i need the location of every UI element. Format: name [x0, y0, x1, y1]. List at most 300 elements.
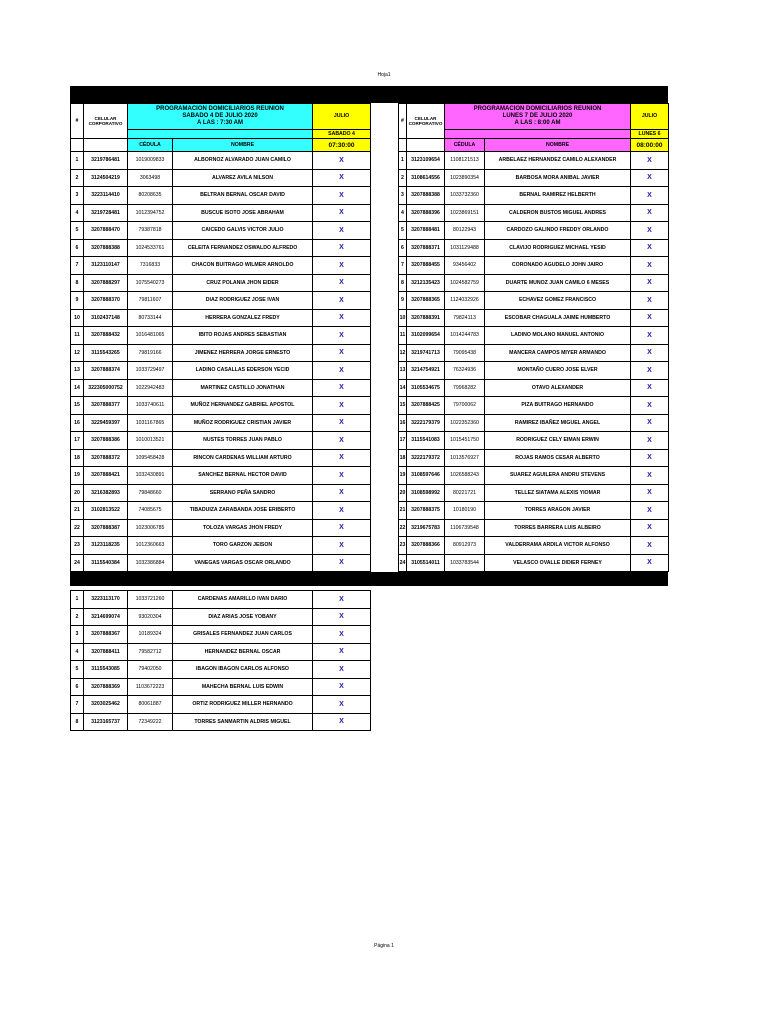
row-id: 10180190: [445, 502, 485, 520]
right-col-phone-header: CELULAR CORPORATIVO: [407, 104, 445, 139]
table-row: [71, 713, 371, 731]
row-name: TORRES BARRERA LUIS ALBEIRO: [485, 519, 631, 537]
table-row: [71, 626, 371, 644]
row-number: 18: [399, 449, 407, 467]
row-id: 1033721260: [128, 591, 173, 609]
row-phone: 3219728481: [84, 204, 128, 222]
row-phone: 3115543265: [84, 344, 128, 362]
row-id: 1031129488: [445, 239, 485, 257]
row-number: 19: [399, 467, 407, 485]
table-row: [71, 204, 371, 222]
row-mark: X: [631, 414, 669, 432]
row-name: CHACON BUITRAGO WILMER ARNOLDO: [173, 257, 313, 275]
row-number: 12: [399, 344, 407, 362]
row-id: 1012394752: [128, 204, 173, 222]
row-name: ALBORNOZ ALVARADO JUAN CAMILO: [173, 152, 313, 170]
row-name: ALVAREZ AVILA NILSON: [173, 169, 313, 187]
right-col-name-header: NOMBRE: [485, 139, 631, 152]
row-id: 1108121513: [445, 152, 485, 170]
right-title: [445, 104, 631, 130]
row-name: DUARTE MUNOZ JUAN CAMILO 6 MESES: [485, 274, 631, 292]
row-phone: 3216382893: [84, 484, 128, 502]
row-mark: X: [631, 187, 669, 205]
row-phone: 3207888372: [84, 449, 128, 467]
row-number: 6: [71, 678, 84, 696]
left-blank-phone: [84, 139, 128, 152]
table-row: [399, 554, 669, 572]
row-number: 17: [399, 432, 407, 450]
row-name: JIMENEZ HERRERA JORGE ERNESTO: [173, 344, 313, 362]
row-name: CAICEDO GALVIS VICTOR JULIO: [173, 222, 313, 240]
row-id: 93020304: [128, 608, 173, 626]
row-number: 16: [399, 414, 407, 432]
row-phone: 3115541083: [407, 432, 445, 450]
table-row: [399, 222, 669, 240]
row-id: 1022942483: [128, 379, 173, 397]
row-id: 1019009833: [128, 152, 173, 170]
row-phone: 3207888432: [84, 327, 128, 345]
table-row: [399, 502, 669, 520]
row-mark: X: [313, 152, 371, 170]
left-day: SABADO 4: [313, 129, 371, 138]
row-mark: X: [313, 397, 371, 415]
row-id: 80912973: [445, 537, 485, 555]
row-name: CORONADO AGUDELO JOHN JAIRO: [485, 257, 631, 275]
row-mark: X: [313, 187, 371, 205]
row-name: CLAVIJO RODRIGUEZ MICHAEL YESID: [485, 239, 631, 257]
table-row: [71, 414, 371, 432]
left-title-line-1: PROGRAMACION DOMICILIARIOS REUNION: [156, 105, 284, 112]
row-phone: 3108598992: [407, 484, 445, 502]
table-row: [399, 309, 669, 327]
row-phone: 3207888367: [84, 626, 128, 644]
table-row: [71, 554, 371, 572]
row-number: 11: [71, 327, 84, 345]
table-row: [71, 187, 371, 205]
row-name: BERNAL RAMIREZ HELBERTH: [485, 187, 631, 205]
table-row: [71, 274, 371, 292]
row-id: 80208635: [128, 187, 173, 205]
row-mark: X: [313, 608, 371, 626]
right-col-num-header: #: [399, 104, 407, 139]
row-mark: X: [631, 449, 669, 467]
row-name: DIAZ ARIAS JOSE YOBANY: [173, 608, 313, 626]
row-mark: X: [631, 327, 669, 345]
row-phone: 3207888370: [84, 292, 128, 310]
row-name: ROJAS RAMOS CESAR ALBERTO: [485, 449, 631, 467]
row-mark: X: [313, 661, 371, 679]
row-id: 79819166: [128, 344, 173, 362]
table-row: [71, 432, 371, 450]
row-id: 1013576927: [445, 449, 485, 467]
row-id: 1032386884: [128, 554, 173, 572]
row-mark: X: [313, 169, 371, 187]
row-name: TORRES SANMARTIN ALDRIS MIGUEL: [173, 713, 313, 731]
row-number: 11: [399, 327, 407, 345]
row-phone: 3207888411: [84, 643, 128, 661]
row-id: 80221721: [445, 484, 485, 502]
row-mark: X: [313, 696, 371, 714]
row-name: ESCOBAR CHAGUALA JAIME HUMBERTO: [485, 309, 631, 327]
row-id: 1032430891: [128, 467, 173, 485]
row-id: 79811607: [128, 292, 173, 310]
row-name: GRISALES FERNANDEZ JUAN CARLOS: [173, 626, 313, 644]
row-id: 7316833: [128, 257, 173, 275]
middle-black-bar: [70, 572, 668, 586]
row-phone: 3207888369: [84, 678, 128, 696]
table-row: [71, 661, 371, 679]
row-number: 6: [399, 239, 407, 257]
row-name: VELASCO OVALLE DIDIER FERNEY: [485, 554, 631, 572]
row-number: 17: [71, 432, 84, 450]
row-name: TIBADUIZA ZARABANDA JOSE ERIBERTO: [173, 502, 313, 520]
row-name: NUSTES TORRES JUAN PABLO: [173, 432, 313, 450]
row-number: 7: [399, 257, 407, 275]
row-name: CALDERON BUSTOS MIGUEL ANDRES: [485, 204, 631, 222]
table-row: [71, 467, 371, 485]
table-row: [399, 204, 669, 222]
row-name: PIZA BUITRAGO HERNANDO: [485, 397, 631, 415]
page-number: Página 1: [374, 943, 394, 949]
row-number: 1: [71, 591, 84, 609]
row-phone: 3105534675: [407, 379, 445, 397]
row-phone: 3123109654: [407, 152, 445, 170]
table-row: [399, 484, 669, 502]
row-name: RAMIREZ IBAÑEZ MIGUEL ANGEL: [485, 414, 631, 432]
row-number: 4: [399, 204, 407, 222]
row-name: CELEITA FERNANDEZ OSWALDO ALFREDO: [173, 239, 313, 257]
top-black-bar: [70, 86, 668, 103]
table-row: [71, 537, 371, 555]
col-num-header: #: [71, 104, 84, 139]
left-title: [128, 104, 313, 130]
row-id: 1024582759: [445, 274, 485, 292]
table-row: [71, 449, 371, 467]
row-mark: X: [313, 204, 371, 222]
table-row: [71, 397, 371, 415]
row-name: VALDERRAMA ARDILA VICTOR ALFONSO: [485, 537, 631, 555]
right-schedule-table: [398, 103, 669, 572]
row-name: IBITO ROJAS ANDRES SEBASTIAN: [173, 327, 313, 345]
table-row: [71, 169, 371, 187]
row-id: 3063498: [128, 169, 173, 187]
row-number: 22: [399, 519, 407, 537]
table-row: [399, 519, 669, 537]
row-name: TOLOZA VARGAS JHON FREDY: [173, 519, 313, 537]
row-mark: X: [313, 362, 371, 380]
row-phone: 3207888374: [84, 362, 128, 380]
row-name: BUSCUE ISOTO JOSE ABRAHAM: [173, 204, 313, 222]
col-name-header: NOMBRE: [173, 139, 313, 152]
row-id: 1022352360: [445, 414, 485, 432]
col-id-header: CÉDULA: [128, 139, 173, 152]
row-id: 79387818: [128, 222, 173, 240]
row-name: VANEGAS VARGAS OSCAR ORLANDO: [173, 554, 313, 572]
row-name: TELLEZ SIATAMA ALEXIS YIOMAR: [485, 484, 631, 502]
row-mark: X: [313, 379, 371, 397]
row-number: 9: [399, 292, 407, 310]
row-phone: 3214754921: [407, 362, 445, 380]
row-mark: X: [313, 591, 371, 609]
table-row: [71, 678, 371, 696]
row-id: 79848660: [128, 484, 173, 502]
row-id: 1075540273: [128, 274, 173, 292]
table-row: [71, 152, 371, 170]
row-id: 1024533761: [128, 239, 173, 257]
row-id: 1016481065: [128, 327, 173, 345]
row-mark: X: [313, 327, 371, 345]
row-mark: X: [631, 484, 669, 502]
row-id: 1033732360: [445, 187, 485, 205]
right-title-spacer: [445, 129, 631, 138]
row-mark: X: [313, 678, 371, 696]
row-name: HERNANDEZ BERNAL OSCAR: [173, 643, 313, 661]
row-id: 74085675: [128, 502, 173, 520]
right-month: JULIO: [631, 104, 669, 130]
row-phone: 322305000752: [84, 379, 128, 397]
table-row: [399, 414, 669, 432]
row-name: ARBELAEZ HERNANDEZ CAMILO ALEXANDER: [485, 152, 631, 170]
row-phone: 3207888421: [84, 467, 128, 485]
row-mark: X: [313, 257, 371, 275]
row-number: 14: [71, 379, 84, 397]
row-id: 1033729497: [128, 362, 173, 380]
table-row: [71, 643, 371, 661]
row-mark: X: [631, 257, 669, 275]
table-row: [71, 327, 371, 345]
right-day: LUNES 6: [631, 129, 669, 138]
row-id: 1012360663: [128, 537, 173, 555]
row-mark: X: [313, 274, 371, 292]
row-mark: X: [631, 519, 669, 537]
row-mark: X: [631, 537, 669, 555]
row-mark: X: [313, 344, 371, 362]
row-phone: 3123110147: [84, 257, 128, 275]
row-id: 76324936: [445, 362, 485, 380]
row-id: 79968282: [445, 379, 485, 397]
row-number: 3: [71, 626, 84, 644]
row-phone: 3115540384: [84, 554, 128, 572]
row-mark: X: [313, 309, 371, 327]
row-phone: 3223114410: [84, 187, 128, 205]
row-phone: 3207888455: [407, 257, 445, 275]
row-id: 1010013521: [128, 432, 173, 450]
row-number: 2: [71, 608, 84, 626]
row-name: LADINO CASALLAS EDERSON YECID: [173, 362, 313, 380]
row-number: 5: [71, 222, 84, 240]
sheet-name: Hoja1: [377, 72, 391, 78]
row-name: DIAZ RODRIGUEZ JOSE IVAN: [173, 292, 313, 310]
table-row: [399, 467, 669, 485]
row-number: 1: [71, 152, 84, 170]
row-name: BELTRAN BERNAL OSCAR DAVID: [173, 187, 313, 205]
row-number: 23: [399, 537, 407, 555]
row-id: 1014244783: [445, 327, 485, 345]
row-name: BARBOSA MORA ANIBAL JAVIER: [485, 169, 631, 187]
table-row: [71, 519, 371, 537]
row-phone: 3203025462: [84, 696, 128, 714]
extra-schedule-table: [70, 590, 371, 731]
right-title-line-1: PROGRAMACION DOMICILIARIOS REUNION: [473, 105, 602, 112]
table-row: [399, 152, 669, 170]
row-mark: X: [313, 467, 371, 485]
row-id: 1026588243: [445, 467, 485, 485]
table-row: [71, 292, 371, 310]
row-id: 1033783544: [445, 554, 485, 572]
row-phone: 3214699074: [84, 608, 128, 626]
row-number: 4: [71, 204, 84, 222]
row-name: CARDENAS AMARILLO IVAN DARIO: [173, 591, 313, 609]
row-phone: 3105514011: [407, 554, 445, 572]
table-row: [71, 257, 371, 275]
left-blank-num: [71, 139, 84, 152]
row-id: 1031167865: [128, 414, 173, 432]
row-id: 1124032926: [445, 292, 485, 310]
row-phone: 3207888377: [84, 397, 128, 415]
left-time: 07:30:00: [313, 139, 371, 152]
row-phone: 3229459397: [84, 414, 128, 432]
row-number: 3: [399, 187, 407, 205]
row-id: 79095438: [445, 344, 485, 362]
row-mark: X: [313, 414, 371, 432]
row-mark: X: [631, 204, 669, 222]
row-number: 8: [71, 274, 84, 292]
col-phone-header: CELULAR CORPORATIVO: [84, 104, 128, 139]
row-name: MONTAÑO CUERO JOSE ELVER: [485, 362, 631, 380]
row-mark: X: [631, 239, 669, 257]
table-row: [71, 239, 371, 257]
row-mark: X: [313, 432, 371, 450]
row-name: ECHAVEZ GOMEZ FRANCISCO: [485, 292, 631, 310]
table-row: [71, 379, 371, 397]
row-name: MUÑOZ HERNANDEZ GABRIEL APOSTOL: [173, 397, 313, 415]
row-mark: X: [313, 554, 371, 572]
row-number: 12: [71, 344, 84, 362]
row-mark: X: [631, 467, 669, 485]
row-name: MAHECHA BERNAL LUIS EDWIN: [173, 678, 313, 696]
table-row: [399, 257, 669, 275]
row-phone: 3223113170: [84, 591, 128, 609]
row-phone: 3207888375: [407, 502, 445, 520]
row-phone: 3207888391: [407, 309, 445, 327]
row-number: 2: [71, 169, 84, 187]
row-name: RINCON CARDENAS WILLIAM ARTURO: [173, 449, 313, 467]
row-id: 80122943: [445, 222, 485, 240]
row-number: 1: [399, 152, 407, 170]
row-number: 9: [71, 292, 84, 310]
row-id: 79402050: [128, 661, 173, 679]
table-row: [399, 187, 669, 205]
row-mark: X: [631, 274, 669, 292]
table-row: [399, 449, 669, 467]
table-row: [71, 309, 371, 327]
row-phone: 3108614556: [407, 169, 445, 187]
row-phone: 3207888386: [84, 432, 128, 450]
table-row: [399, 169, 669, 187]
left-title-line-3: A LAS : 7:30 AM: [197, 119, 243, 126]
row-phone: 3207888396: [407, 204, 445, 222]
row-phone: 3207888425: [407, 397, 445, 415]
row-mark: X: [313, 643, 371, 661]
row-number: 22: [71, 519, 84, 537]
row-number: 14: [399, 379, 407, 397]
row-number: 21: [71, 502, 84, 520]
row-phone: 3207888371: [407, 239, 445, 257]
row-id: 1015451750: [445, 432, 485, 450]
table-row: [399, 397, 669, 415]
row-mark: X: [631, 432, 669, 450]
row-mark: X: [631, 292, 669, 310]
table-row: [71, 222, 371, 240]
row-number: 24: [399, 554, 407, 572]
row-name: SUAREZ AGUILERA ANDRU STEVENS: [485, 467, 631, 485]
left-schedule-table: [70, 103, 371, 572]
row-mark: X: [313, 519, 371, 537]
row-phone: 3207888366: [407, 537, 445, 555]
table-row: [399, 432, 669, 450]
row-phone: 3207888388: [84, 239, 128, 257]
row-number: 19: [71, 467, 84, 485]
row-number: 3: [71, 187, 84, 205]
row-phone: 3102813522: [84, 502, 128, 520]
row-phone: 3123165737: [84, 713, 128, 731]
right-title-line-3: A LAS : 8:00 AM: [514, 119, 561, 126]
left-title-line-2: SABADO 4 DE JULIO 2020: [182, 112, 258, 119]
row-id: 1023869151: [445, 204, 485, 222]
right-blank-phone: [407, 139, 445, 152]
row-name: CRUZ POLANIA JHON EIDER: [173, 274, 313, 292]
row-number: 15: [399, 397, 407, 415]
row-name: TORRES ARAGON JAVIER: [485, 502, 631, 520]
row-number: 10: [71, 309, 84, 327]
row-number: 5: [71, 661, 84, 679]
table-row: [399, 344, 669, 362]
row-phone: 3207888387: [84, 519, 128, 537]
table-row: [71, 696, 371, 714]
row-phone: 3219675783: [407, 519, 445, 537]
table-row: [399, 239, 669, 257]
row-number: 10: [399, 309, 407, 327]
row-mark: X: [631, 309, 669, 327]
table-row: [399, 292, 669, 310]
row-name: OTAVO ALEXANDER: [485, 379, 631, 397]
row-number: 13: [399, 362, 407, 380]
row-phone: 3102437148: [84, 309, 128, 327]
row-phone: 3207888388: [407, 187, 445, 205]
row-number: 8: [71, 713, 84, 731]
right-blank-num: [399, 139, 407, 152]
row-name: SANCHEZ BERNAL HECTOR DAVID: [173, 467, 313, 485]
row-id: 79582712: [128, 643, 173, 661]
row-id: 1033740611: [128, 397, 173, 415]
row-number: 2: [399, 169, 407, 187]
row-number: 21: [399, 502, 407, 520]
row-phone: 3207888481: [407, 222, 445, 240]
row-mark: X: [631, 222, 669, 240]
row-id: 1023890354: [445, 169, 485, 187]
row-mark: X: [631, 152, 669, 170]
row-number: 16: [71, 414, 84, 432]
row-name: RODRIGUEZ CELY EIMAN ERWIN: [485, 432, 631, 450]
row-mark: X: [313, 239, 371, 257]
row-mark: X: [631, 379, 669, 397]
table-row: [71, 591, 371, 609]
row-phone: 3222179372: [407, 449, 445, 467]
left-title-spacer: [128, 129, 313, 138]
row-name: CARDOZO GALINDO FREDDY ORLANDO: [485, 222, 631, 240]
table-row: [71, 484, 371, 502]
row-mark: X: [313, 537, 371, 555]
